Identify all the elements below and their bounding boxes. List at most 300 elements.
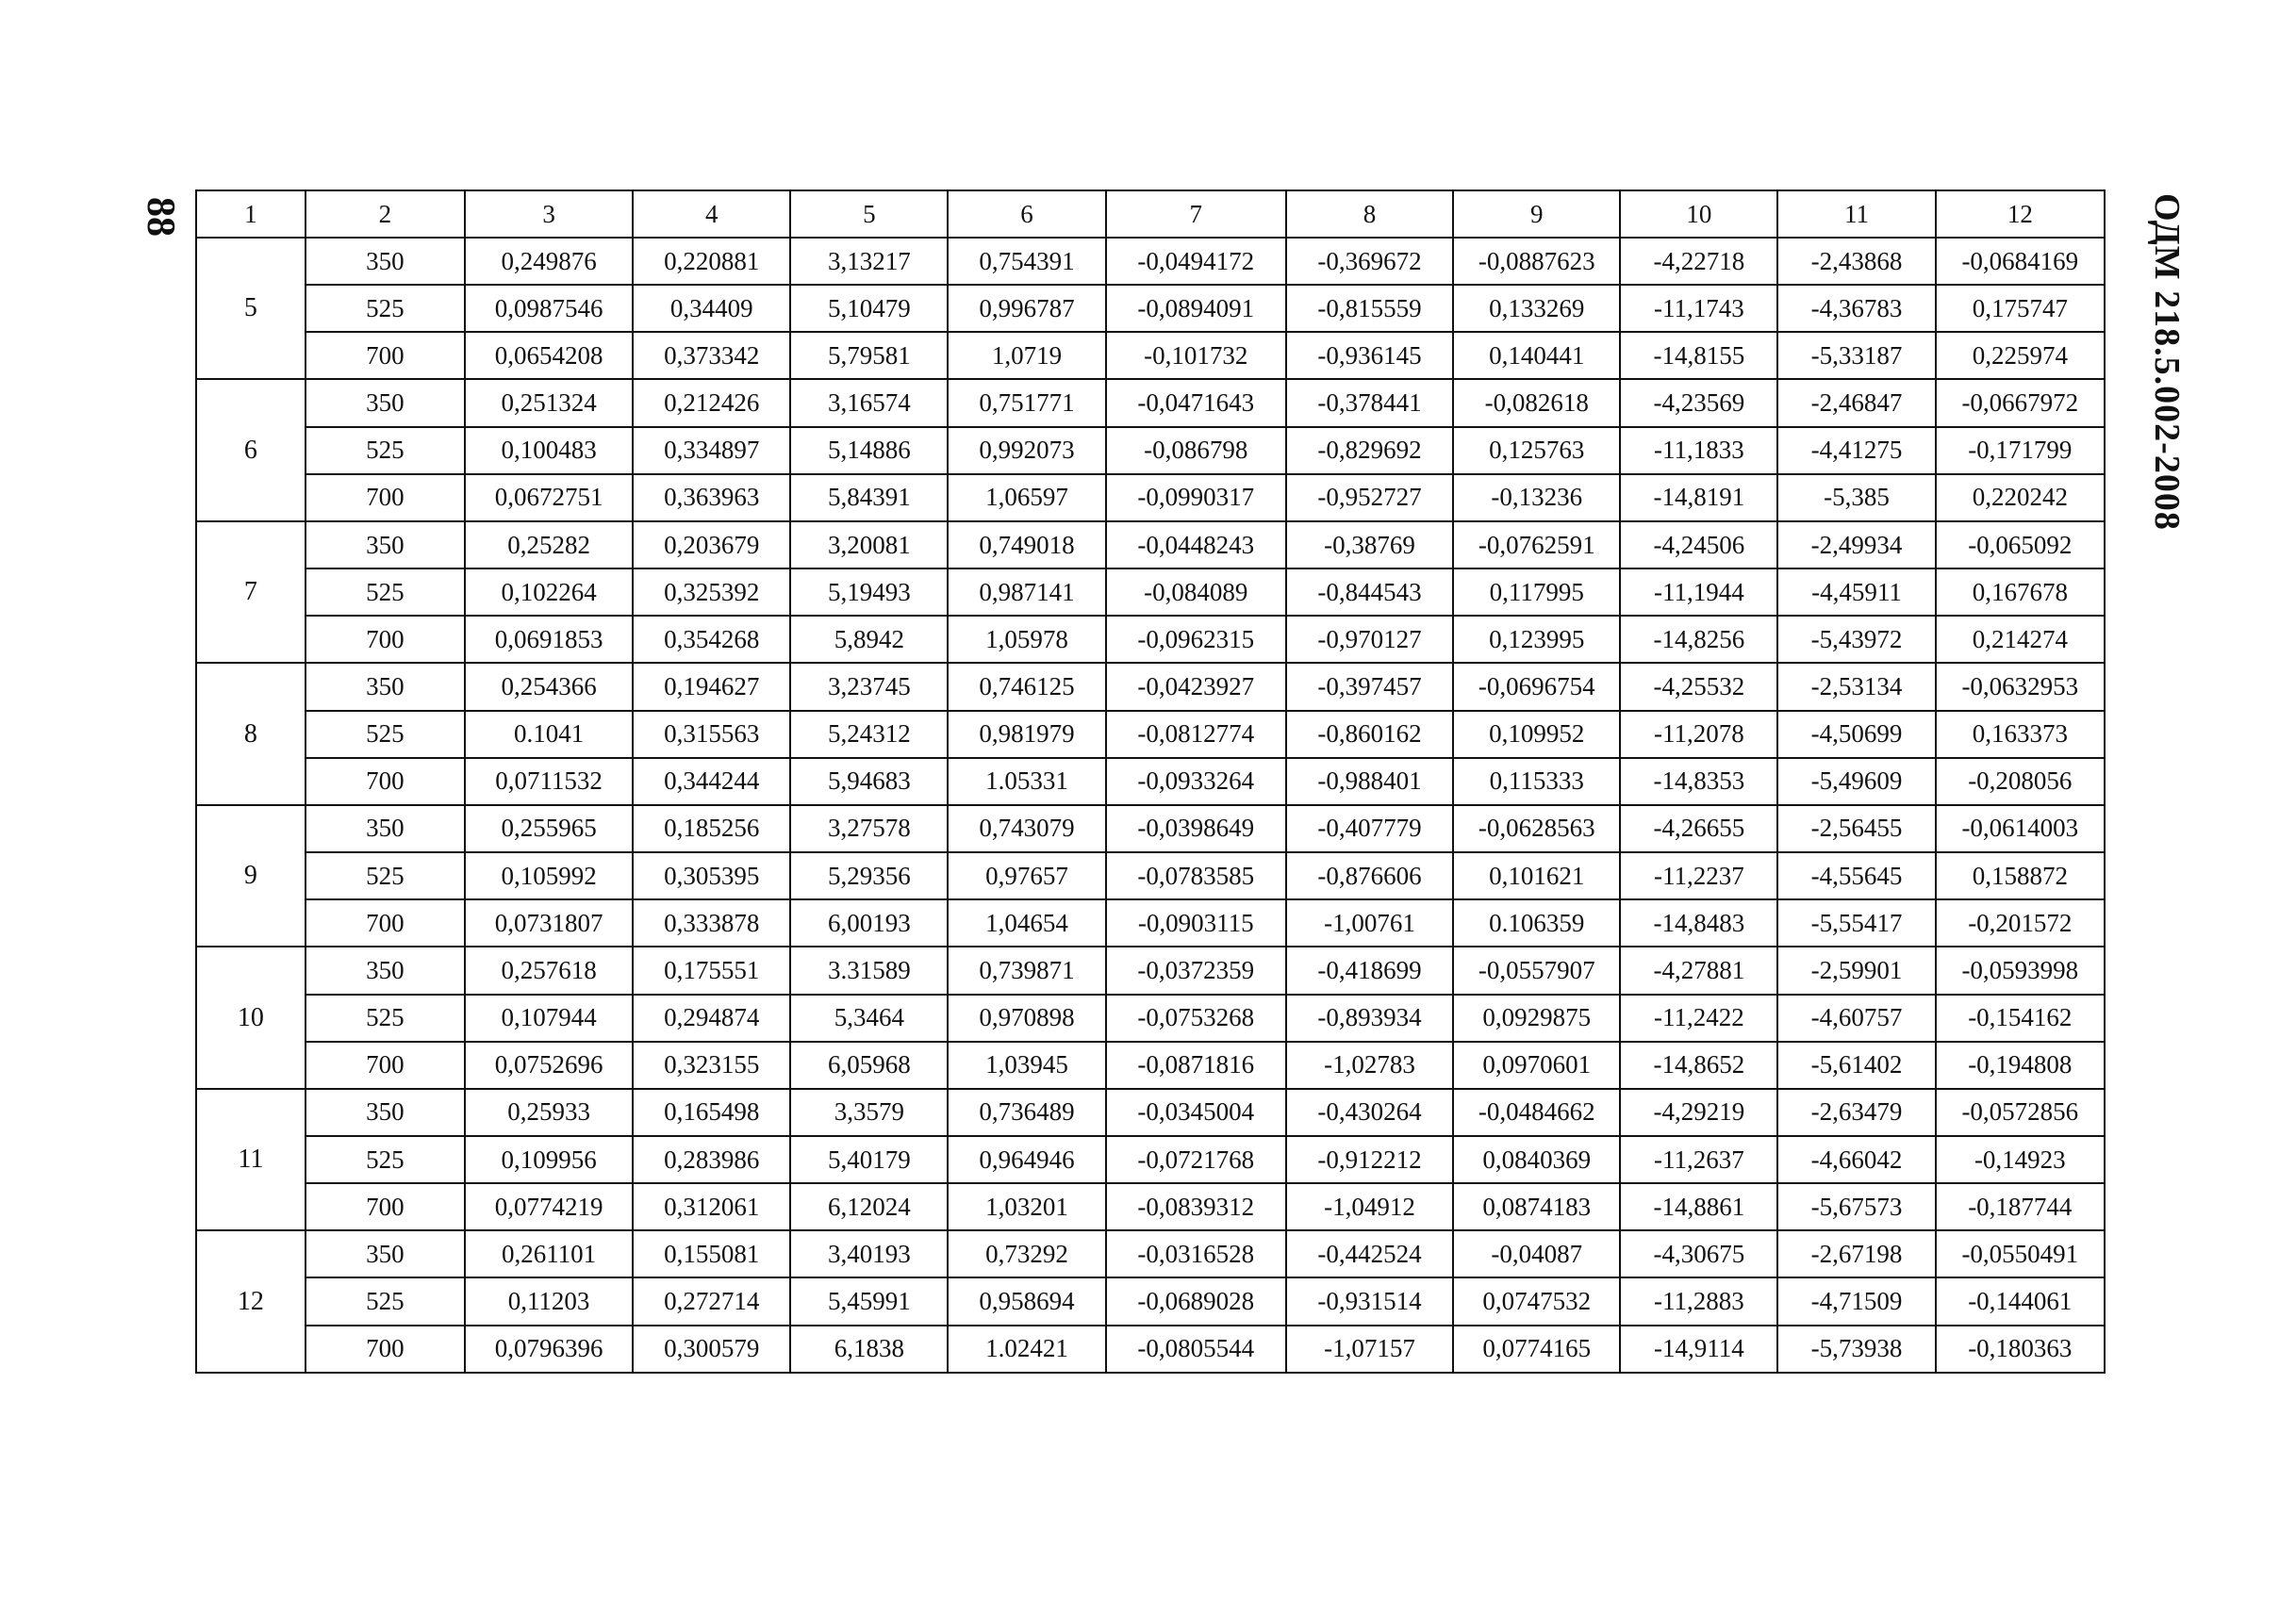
table-cell: 0,315563 (633, 711, 790, 758)
table-cell: -0,0783585 (1106, 852, 1286, 899)
table-cell: 0,0774165 (1453, 1326, 1620, 1373)
table-row (196, 1230, 2105, 1277)
table-cell: -4,71509 (1777, 1277, 1935, 1325)
table-cell: -0,194808 (1936, 1042, 2105, 1089)
table-cell: 0,109956 (465, 1136, 633, 1183)
table-cell: 0,175747 (1936, 285, 2105, 332)
table-cell: 0,165498 (633, 1089, 790, 1136)
table-cell: -11,2422 (1620, 995, 1777, 1042)
table-cell: -0,0689028 (1106, 1277, 1286, 1325)
table-cell: -4,50699 (1777, 711, 1935, 758)
table-cell: -0,0812774 (1106, 711, 1286, 758)
table-row (196, 1183, 2105, 1230)
header-cell: 4 (633, 190, 790, 238)
table-cell: -0,829692 (1286, 427, 1453, 474)
table-cell: 350 (306, 1230, 465, 1277)
table-cell: 1,0719 (948, 332, 1105, 379)
table-cell: 350 (306, 805, 465, 852)
table-cell: 700 (306, 332, 465, 379)
table-row (196, 521, 2105, 568)
table-cell: -0,082618 (1453, 379, 1620, 426)
table-cell: 0,0691853 (465, 616, 633, 663)
table-cell: -4,41275 (1777, 427, 1935, 474)
table-cell: 525 (306, 711, 465, 758)
table-cell: 0,203679 (633, 521, 790, 568)
table-row (196, 474, 2105, 521)
table-cell: -0,442524 (1286, 1230, 1453, 1277)
table-cell: -0,14923 (1936, 1136, 2105, 1183)
table-cell: -14,8652 (1620, 1042, 1777, 1089)
coefficients-table (195, 189, 2106, 1374)
table-cell: 0,305395 (633, 852, 790, 899)
table-cell: -5,61402 (1777, 1042, 1935, 1089)
table-cell: 350 (306, 379, 465, 426)
table-cell: -0,0696754 (1453, 663, 1620, 710)
table-cell: 0,155081 (633, 1230, 790, 1277)
group-cell: 9 (196, 805, 306, 947)
table-cell: 0,25282 (465, 521, 633, 568)
table-cell: -0,154162 (1936, 995, 2105, 1042)
table-cell: 0,981979 (948, 711, 1105, 758)
table-row (196, 805, 2105, 852)
table-cell: -11,1944 (1620, 568, 1777, 616)
table-cell: 0,133269 (1453, 285, 1620, 332)
table-cell: 525 (306, 1277, 465, 1325)
header-cell: 5 (790, 190, 948, 238)
table-cell: 0,323155 (633, 1042, 790, 1089)
table-cell: -0,0933264 (1106, 758, 1286, 805)
table-cell: 0,283986 (633, 1136, 790, 1183)
table-cell: -0,0628563 (1453, 805, 1620, 852)
table-cell: 700 (306, 1183, 465, 1230)
table-cell: 700 (306, 1042, 465, 1089)
header-cell: 2 (306, 190, 465, 238)
table-cell: 5,14886 (790, 427, 948, 474)
table-cell: -0,0614003 (1936, 805, 2105, 852)
table-cell: -4,60757 (1777, 995, 1935, 1042)
table-cell: -4,55645 (1777, 852, 1935, 899)
table-cell: -0,0316528 (1106, 1230, 1286, 1277)
table-cell: -11,2883 (1620, 1277, 1777, 1325)
table-cell: -2,67198 (1777, 1230, 1935, 1277)
table-cell: -11,2237 (1620, 852, 1777, 899)
table-cell: 0.106359 (1453, 899, 1620, 947)
table-cell: 3.31589 (790, 947, 948, 994)
table-cell: 0,175551 (633, 947, 790, 994)
table-cell: -0,815559 (1286, 285, 1453, 332)
table-cell: -0,844543 (1286, 568, 1453, 616)
table-cell: -0,893934 (1286, 995, 1453, 1042)
table-cell: 0,105992 (465, 852, 633, 899)
table-cell: -0,0894091 (1106, 285, 1286, 332)
table-cell: 525 (306, 568, 465, 616)
table-cell: 0,115333 (1453, 758, 1620, 805)
table-row (196, 758, 2105, 805)
table-cell: 0,0840369 (1453, 1136, 1620, 1183)
table-cell: -0,970127 (1286, 616, 1453, 663)
table-cell: -1,04912 (1286, 1183, 1453, 1230)
table-cell: -0,0494172 (1106, 238, 1286, 285)
table-cell: 0,300579 (633, 1326, 790, 1373)
table-cell: -0,0345004 (1106, 1089, 1286, 1136)
table-cell: 0,158872 (1936, 852, 2105, 899)
table-cell: 0,212426 (633, 379, 790, 426)
table-cell: 0,0752696 (465, 1042, 633, 1089)
table-cell: -0,144061 (1936, 1277, 2105, 1325)
table-cell: 350 (306, 947, 465, 994)
table-cell: 5,19493 (790, 568, 948, 616)
table-cell: -2,63479 (1777, 1089, 1935, 1136)
table-cell: 0,102264 (465, 568, 633, 616)
table-cell: 0,225974 (1936, 332, 2105, 379)
table-cell: -0,0550491 (1936, 1230, 2105, 1277)
table-cell: 350 (306, 1089, 465, 1136)
table-cell: 0,163373 (1936, 711, 2105, 758)
table-row (196, 1089, 2105, 1136)
table-cell: 0,220242 (1936, 474, 2105, 521)
table-cell: -14,8861 (1620, 1183, 1777, 1230)
table-cell: -0,0684169 (1936, 238, 2105, 285)
table-cell: 1,04654 (948, 899, 1105, 947)
header-cell: 1 (196, 190, 306, 238)
table-cell: -0,0871816 (1106, 1042, 1286, 1089)
table-cell: 6,1838 (790, 1326, 948, 1373)
table-cell: -2,43868 (1777, 238, 1935, 285)
table-cell: 0,736489 (948, 1089, 1105, 1136)
table-row (196, 711, 2105, 758)
table-cell: -0,13236 (1453, 474, 1620, 521)
table-cell: 0,140441 (1453, 332, 1620, 379)
table-cell: 0,294874 (633, 995, 790, 1042)
group-cell: 11 (196, 1089, 306, 1230)
table-cell: 350 (306, 521, 465, 568)
table-cell: 0,746125 (948, 663, 1105, 710)
table-cell: 0,220881 (633, 238, 790, 285)
table-cell: -2,46847 (1777, 379, 1935, 426)
table-cell: 525 (306, 1136, 465, 1183)
table-cell: -0,0962315 (1106, 616, 1286, 663)
table-cell: -14,8353 (1620, 758, 1777, 805)
table-cell: -4,25532 (1620, 663, 1777, 710)
table-cell: -0,0632953 (1936, 663, 2105, 710)
table-cell: 0,185256 (633, 805, 790, 852)
table-cell: 6,00193 (790, 899, 948, 947)
table-cell: -0,171799 (1936, 427, 2105, 474)
table-cell: -0,988401 (1286, 758, 1453, 805)
table-cell: 0,214274 (1936, 616, 2105, 663)
table-cell: 0,251324 (465, 379, 633, 426)
table-cell: 1,06597 (948, 474, 1105, 521)
table-cell: -0,0484662 (1453, 1089, 1620, 1136)
table-cell: 5,3464 (790, 995, 948, 1042)
group-cell: 8 (196, 663, 306, 804)
table-cell: -0,04087 (1453, 1230, 1620, 1277)
table-cell: 0,325392 (633, 568, 790, 616)
table-cell: 0,0672751 (465, 474, 633, 521)
table-cell: 3,40193 (790, 1230, 948, 1277)
table-row (196, 1136, 2105, 1183)
table-cell: 5,10479 (790, 285, 948, 332)
document-code-text: ОДМ 218.5.002-2008 (2147, 193, 2187, 531)
page-number: 88 (139, 197, 182, 237)
table-cell: 0,0987546 (465, 285, 633, 332)
table-cell: 0,958694 (948, 1277, 1105, 1325)
table-cell: -11,2078 (1620, 711, 1777, 758)
table-cell: -14,8483 (1620, 899, 1777, 947)
table-cell: 0,0774219 (465, 1183, 633, 1230)
table-cell: 0,194627 (633, 663, 790, 710)
table-cell: -0,407779 (1286, 805, 1453, 852)
table-cell: 0,257618 (465, 947, 633, 994)
table-cell: 0,354268 (633, 616, 790, 663)
table-cell: 0,125763 (1453, 427, 1620, 474)
table-cell: 0,34409 (633, 285, 790, 332)
table-cell: 700 (306, 474, 465, 521)
table-cell: 5,45991 (790, 1277, 948, 1325)
table-cell: 5,8942 (790, 616, 948, 663)
table-cell: -2,53134 (1777, 663, 1935, 710)
table-cell: -1,00761 (1286, 899, 1453, 947)
table-row (196, 568, 2105, 616)
table-cell: 3,27578 (790, 805, 948, 852)
table-cell: -14,9114 (1620, 1326, 1777, 1373)
table-cell: -0,0762591 (1453, 521, 1620, 568)
table-cell: -0,38769 (1286, 521, 1453, 568)
table-cell: 0,167678 (1936, 568, 2105, 616)
table-cell: -2,49934 (1777, 521, 1935, 568)
table-cell: -0,860162 (1286, 711, 1453, 758)
table-cell: -4,24506 (1620, 521, 1777, 568)
table-row (196, 947, 2105, 994)
table-cell: 350 (306, 663, 465, 710)
table-cell: 5,94683 (790, 758, 948, 805)
table-cell: 0,0929875 (1453, 995, 1620, 1042)
table-cell: 3,23745 (790, 663, 948, 710)
group-cell: 12 (196, 1230, 306, 1373)
header-cell: 10 (1620, 190, 1777, 238)
table-cell: 1,03945 (948, 1042, 1105, 1089)
table-cell: 0,970898 (948, 995, 1105, 1042)
table-cell: 0,751771 (948, 379, 1105, 426)
table-cell: 0.1041 (465, 711, 633, 758)
table-cell: -2,59901 (1777, 947, 1935, 994)
table-cell: 0,373342 (633, 332, 790, 379)
table-cell: -4,45911 (1777, 568, 1935, 616)
table-cell: -14,8155 (1620, 332, 1777, 379)
table-cell: 700 (306, 616, 465, 663)
table-cell: 0,0747532 (1453, 1277, 1620, 1325)
table-cell: 700 (306, 899, 465, 947)
table-cell: -0,0667972 (1936, 379, 2105, 426)
table-cell: 0,739871 (948, 947, 1105, 994)
header-cell: 3 (465, 190, 633, 238)
table-cell: -5,49609 (1777, 758, 1935, 805)
group-cell: 6 (196, 379, 306, 520)
table-cell: 1,05978 (948, 616, 1105, 663)
table-cell: -2,56455 (1777, 805, 1935, 852)
table-cell: 3,16574 (790, 379, 948, 426)
table-cell: 525 (306, 995, 465, 1042)
table-cell: 350 (306, 238, 465, 285)
table-cell: 0,334897 (633, 427, 790, 474)
table-cell: 0,100483 (465, 427, 633, 474)
table-cell: -0,369672 (1286, 238, 1453, 285)
table-cell: -0,201572 (1936, 899, 2105, 947)
header-cell: 6 (948, 190, 1105, 238)
table-cell: 0,344244 (633, 758, 790, 805)
table-cell: -0,086798 (1106, 427, 1286, 474)
table-cell: -0,397457 (1286, 663, 1453, 710)
table-cell: 525 (306, 285, 465, 332)
table-cell: 0,11203 (465, 1277, 633, 1325)
table-body (196, 238, 2105, 1373)
table-cell: 0,123995 (1453, 616, 1620, 663)
header-cell: 9 (1453, 190, 1620, 238)
table-cell: -0,0887623 (1453, 238, 1620, 285)
table-row (196, 852, 2105, 899)
table-row (196, 332, 2105, 379)
table-cell: -5,55417 (1777, 899, 1935, 947)
table-cell: 5,24312 (790, 711, 948, 758)
table-row (196, 663, 2105, 710)
table-cell: -1,02783 (1286, 1042, 1453, 1089)
table-cell: 0,107944 (465, 995, 633, 1042)
table-cell: -11,2637 (1620, 1136, 1777, 1183)
table-cell: 0,0731807 (465, 899, 633, 947)
header-cell: 12 (1936, 190, 2105, 238)
document-code (2139, 193, 2195, 570)
table-cell: -0,0372359 (1106, 947, 1286, 994)
table-cell: 0,73292 (948, 1230, 1105, 1277)
table-cell: -0,931514 (1286, 1277, 1453, 1325)
table-row (196, 379, 2105, 426)
table-row (196, 1277, 2105, 1325)
table-cell: -0,0903115 (1106, 899, 1286, 947)
table-cell: 0,0874183 (1453, 1183, 1620, 1230)
table-cell: -11,1833 (1620, 427, 1777, 474)
table-cell: -0,936145 (1286, 332, 1453, 379)
table-cell: -5,385 (1777, 474, 1935, 521)
table-cell: 0,749018 (948, 521, 1105, 568)
table-cell: 5,29356 (790, 852, 948, 899)
table-cell: 0,0711532 (465, 758, 633, 805)
header-cell: 7 (1106, 190, 1286, 238)
table-cell: -4,66042 (1777, 1136, 1935, 1183)
table-cell: 0,97657 (948, 852, 1105, 899)
table-cell: -0,912212 (1286, 1136, 1453, 1183)
table-cell: 3,3579 (790, 1089, 948, 1136)
table-cell: 0,117995 (1453, 568, 1620, 616)
table-cell: -0,0593998 (1936, 947, 2105, 994)
table-cell: -0,0471643 (1106, 379, 1286, 426)
table-cell: -5,67573 (1777, 1183, 1935, 1230)
group-cell: 5 (196, 238, 306, 379)
table-cell: -4,30675 (1620, 1230, 1777, 1277)
table-row (196, 899, 2105, 947)
table-row (196, 238, 2105, 285)
table-cell: -0,084089 (1106, 568, 1286, 616)
table-cell: -5,73938 (1777, 1326, 1935, 1373)
table-cell: -4,26655 (1620, 805, 1777, 852)
table-cell: 1,03201 (948, 1183, 1105, 1230)
table-row (196, 285, 2105, 332)
table-cell: 0,312061 (633, 1183, 790, 1230)
table-cell: 0,261101 (465, 1230, 633, 1277)
table-cell: -14,8256 (1620, 616, 1777, 663)
table-cell: 6,05968 (790, 1042, 948, 1089)
table-cell: 1.05331 (948, 758, 1105, 805)
table-cell: 3,20081 (790, 521, 948, 568)
header-cell: 8 (1286, 190, 1453, 238)
table-cell: 700 (306, 1326, 465, 1373)
group-cell: 10 (196, 947, 306, 1088)
table-row (196, 427, 2105, 474)
table-cell: -4,22718 (1620, 238, 1777, 285)
table-cell: 5,40179 (790, 1136, 948, 1183)
table-cell: 0,255965 (465, 805, 633, 852)
table-cell: 525 (306, 852, 465, 899)
table-cell: 0,992073 (948, 427, 1105, 474)
table-cell: -4,23569 (1620, 379, 1777, 426)
table-cell: -5,43972 (1777, 616, 1935, 663)
table-cell: 525 (306, 427, 465, 474)
table-cell: -0,0572856 (1936, 1089, 2105, 1136)
table-cell: -1,07157 (1286, 1326, 1453, 1373)
table-row (196, 1042, 2105, 1089)
table-cell: -0,0721768 (1106, 1136, 1286, 1183)
table-cell: -0,0839312 (1106, 1183, 1286, 1230)
table-cell: -0,430264 (1286, 1089, 1453, 1136)
table-cell: 0,987141 (948, 568, 1105, 616)
table-cell: 1.02421 (948, 1326, 1105, 1373)
header-row (196, 190, 2105, 238)
table-cell: 0,743079 (948, 805, 1105, 852)
table-cell: 0,0654208 (465, 332, 633, 379)
table-cell: 0,754391 (948, 238, 1105, 285)
table-cell: -0,876606 (1286, 852, 1453, 899)
group-cell: 7 (196, 521, 306, 663)
table-cell: 0,254366 (465, 663, 633, 710)
table-cell: -0,0557907 (1453, 947, 1620, 994)
table-cell: 0,0796396 (465, 1326, 633, 1373)
table-cell: -0,208056 (1936, 758, 2105, 805)
table-cell: -0,0398649 (1106, 805, 1286, 852)
table-cell: 0,109952 (1453, 711, 1620, 758)
table-row (196, 995, 2105, 1042)
table-cell: 0,272714 (633, 1277, 790, 1325)
table-cell: 0,333878 (633, 899, 790, 947)
table-cell: -4,27881 (1620, 947, 1777, 994)
table-cell: -0,378441 (1286, 379, 1453, 426)
table-cell: -0,180363 (1936, 1326, 2105, 1373)
table-cell: -0,418699 (1286, 947, 1453, 994)
table-cell: -14,8191 (1620, 474, 1777, 521)
table-cell: 700 (306, 758, 465, 805)
table-cell: -0,101732 (1106, 332, 1286, 379)
table-cell: -0,0448243 (1106, 521, 1286, 568)
table-cell: -0,187744 (1936, 1183, 2105, 1230)
table-cell: -5,33187 (1777, 332, 1935, 379)
table-row (196, 616, 2105, 663)
table-cell: 0,25933 (465, 1089, 633, 1136)
table-cell: 0,101621 (1453, 852, 1620, 899)
table-cell: 0,0970601 (1453, 1042, 1620, 1089)
table-cell: -0,0805544 (1106, 1326, 1286, 1373)
table-cell: 5,79581 (790, 332, 948, 379)
table-cell: -11,1743 (1620, 285, 1777, 332)
table-cell: 3,13217 (790, 238, 948, 285)
table-cell: -0,0990317 (1106, 474, 1286, 521)
